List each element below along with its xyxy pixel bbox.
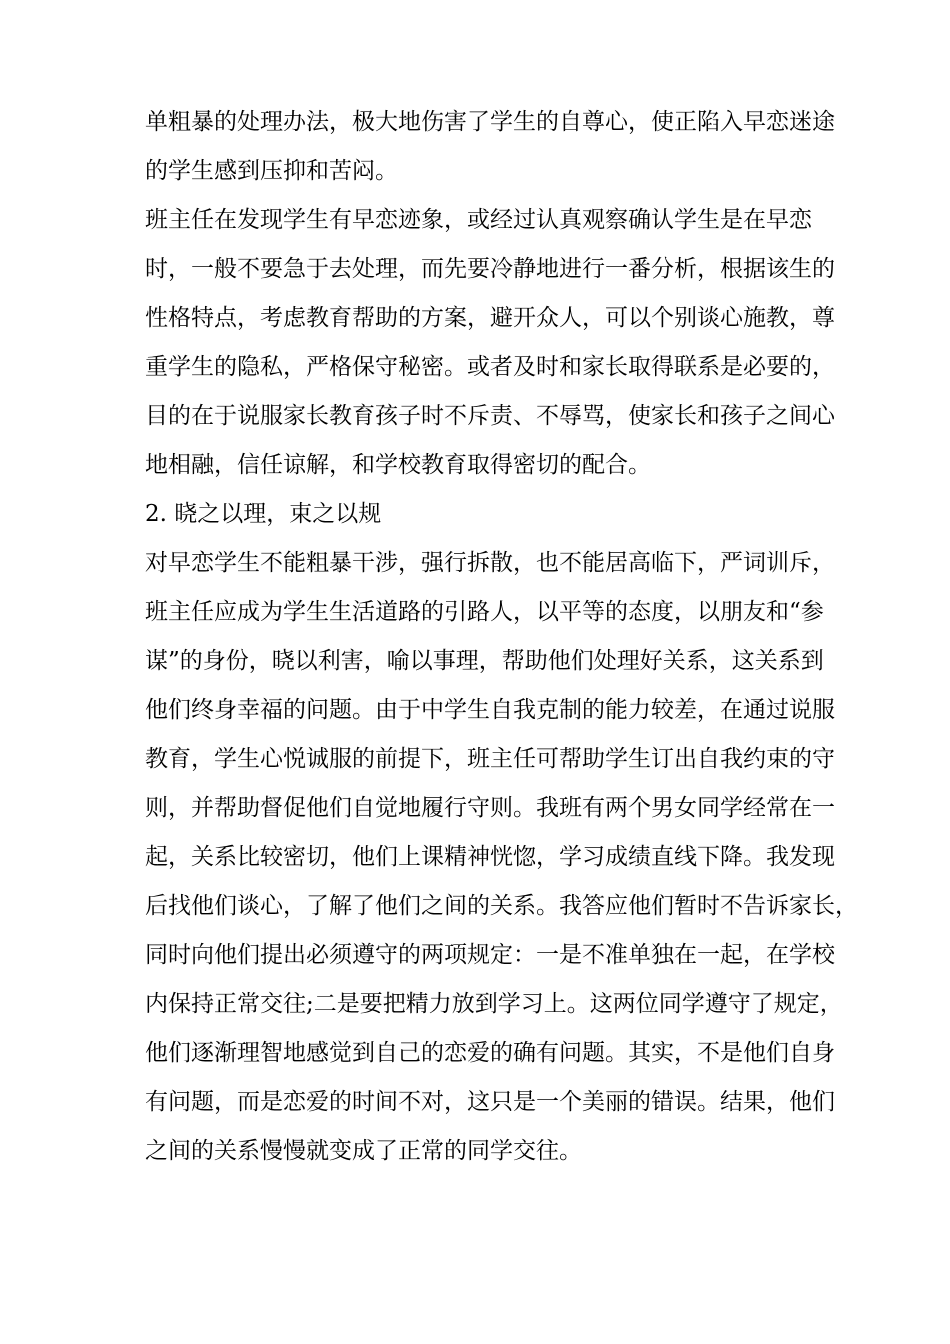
- text-line: 则，并帮助督促他们自觉地履行守则。我班有两个男女同学经常在一: [145, 795, 835, 821]
- text-line: 他们终身幸福的问题。由于中学生自我克制的能力较差，在通过说服: [145, 697, 835, 723]
- text-line: 目的在于说服家长教育孩子时不斥责、不辱骂，使家长和孩子之间心: [145, 403, 835, 429]
- text-line: 单粗暴的处理办法，极大地伤害了学生的自尊心，使正陷入早恋迷途: [145, 109, 835, 135]
- text-line: 他们逐渐理智地感觉到自己的恋爱的确有问题。其实，不是他们自身: [145, 1040, 835, 1066]
- paragraph-3: [145, 539, 858, 1176]
- paragraph-2: [145, 196, 835, 490]
- text-line: 班主任应成为学生生活道路的引路人，以平等的态度，以朋友和“参: [145, 599, 824, 625]
- paragraph-1: [145, 98, 835, 196]
- text-line: 之间的关系慢慢就变成了正常的同学交往。: [145, 1138, 582, 1164]
- text-line: 有问题，而是恋爱的时间不对，这只是一个美丽的错误。结果，他们: [145, 1089, 835, 1115]
- text-line: 后找他们谈心，了解了他们之间的关系。我答应他们暂时不告诉家长，: [145, 893, 858, 919]
- text-line: 时，一般不要急于去处理，而先要冷静地进行一番分析，根据该生的: [145, 256, 835, 282]
- text-line: 班主任在发现学生有早恋迹象，或经过认真观察确认学生是在早恋: [145, 207, 812, 233]
- heading-text: 2. 晓之以理，束之以规: [145, 501, 382, 527]
- text-line: 起，关系比较密切，他们上课精神恍惚，学习成绩直线下降。我发现: [145, 844, 835, 870]
- text-line: 地相融，信任谅解，和学校教育取得密切的配合。: [145, 452, 651, 478]
- text-line: 重学生的隐私，严格保守秘密。或者及时和家长取得联系是必要的，: [145, 354, 835, 380]
- text-line: 对早恋学生不能粗暴干涉，强行拆散，也不能居高临下，严词训斥，: [145, 550, 835, 576]
- text-line: 同时向他们提出必须遵守的两项规定：一是不准单独在一起，在学校: [145, 942, 835, 968]
- document-body: [145, 98, 858, 1176]
- section-heading: [145, 490, 820, 539]
- text-line: 的学生感到压抑和苦闷。: [145, 158, 398, 184]
- text-line: 教育，学生心悦诚服的前提下，班主任可帮助学生订出自我约束的守: [145, 746, 835, 772]
- text-line: 内保持正常交往;二是要把精力放到学习上。这两位同学遵守了规定，: [145, 991, 843, 1017]
- text-line: 性格特点，考虑教育帮助的方案，避开众人，可以个别谈心施教，尊: [145, 305, 835, 331]
- text-line: 谋”的身份，晓以利害，喻以事理，帮助他们处理好关系，这关系到: [145, 648, 824, 674]
